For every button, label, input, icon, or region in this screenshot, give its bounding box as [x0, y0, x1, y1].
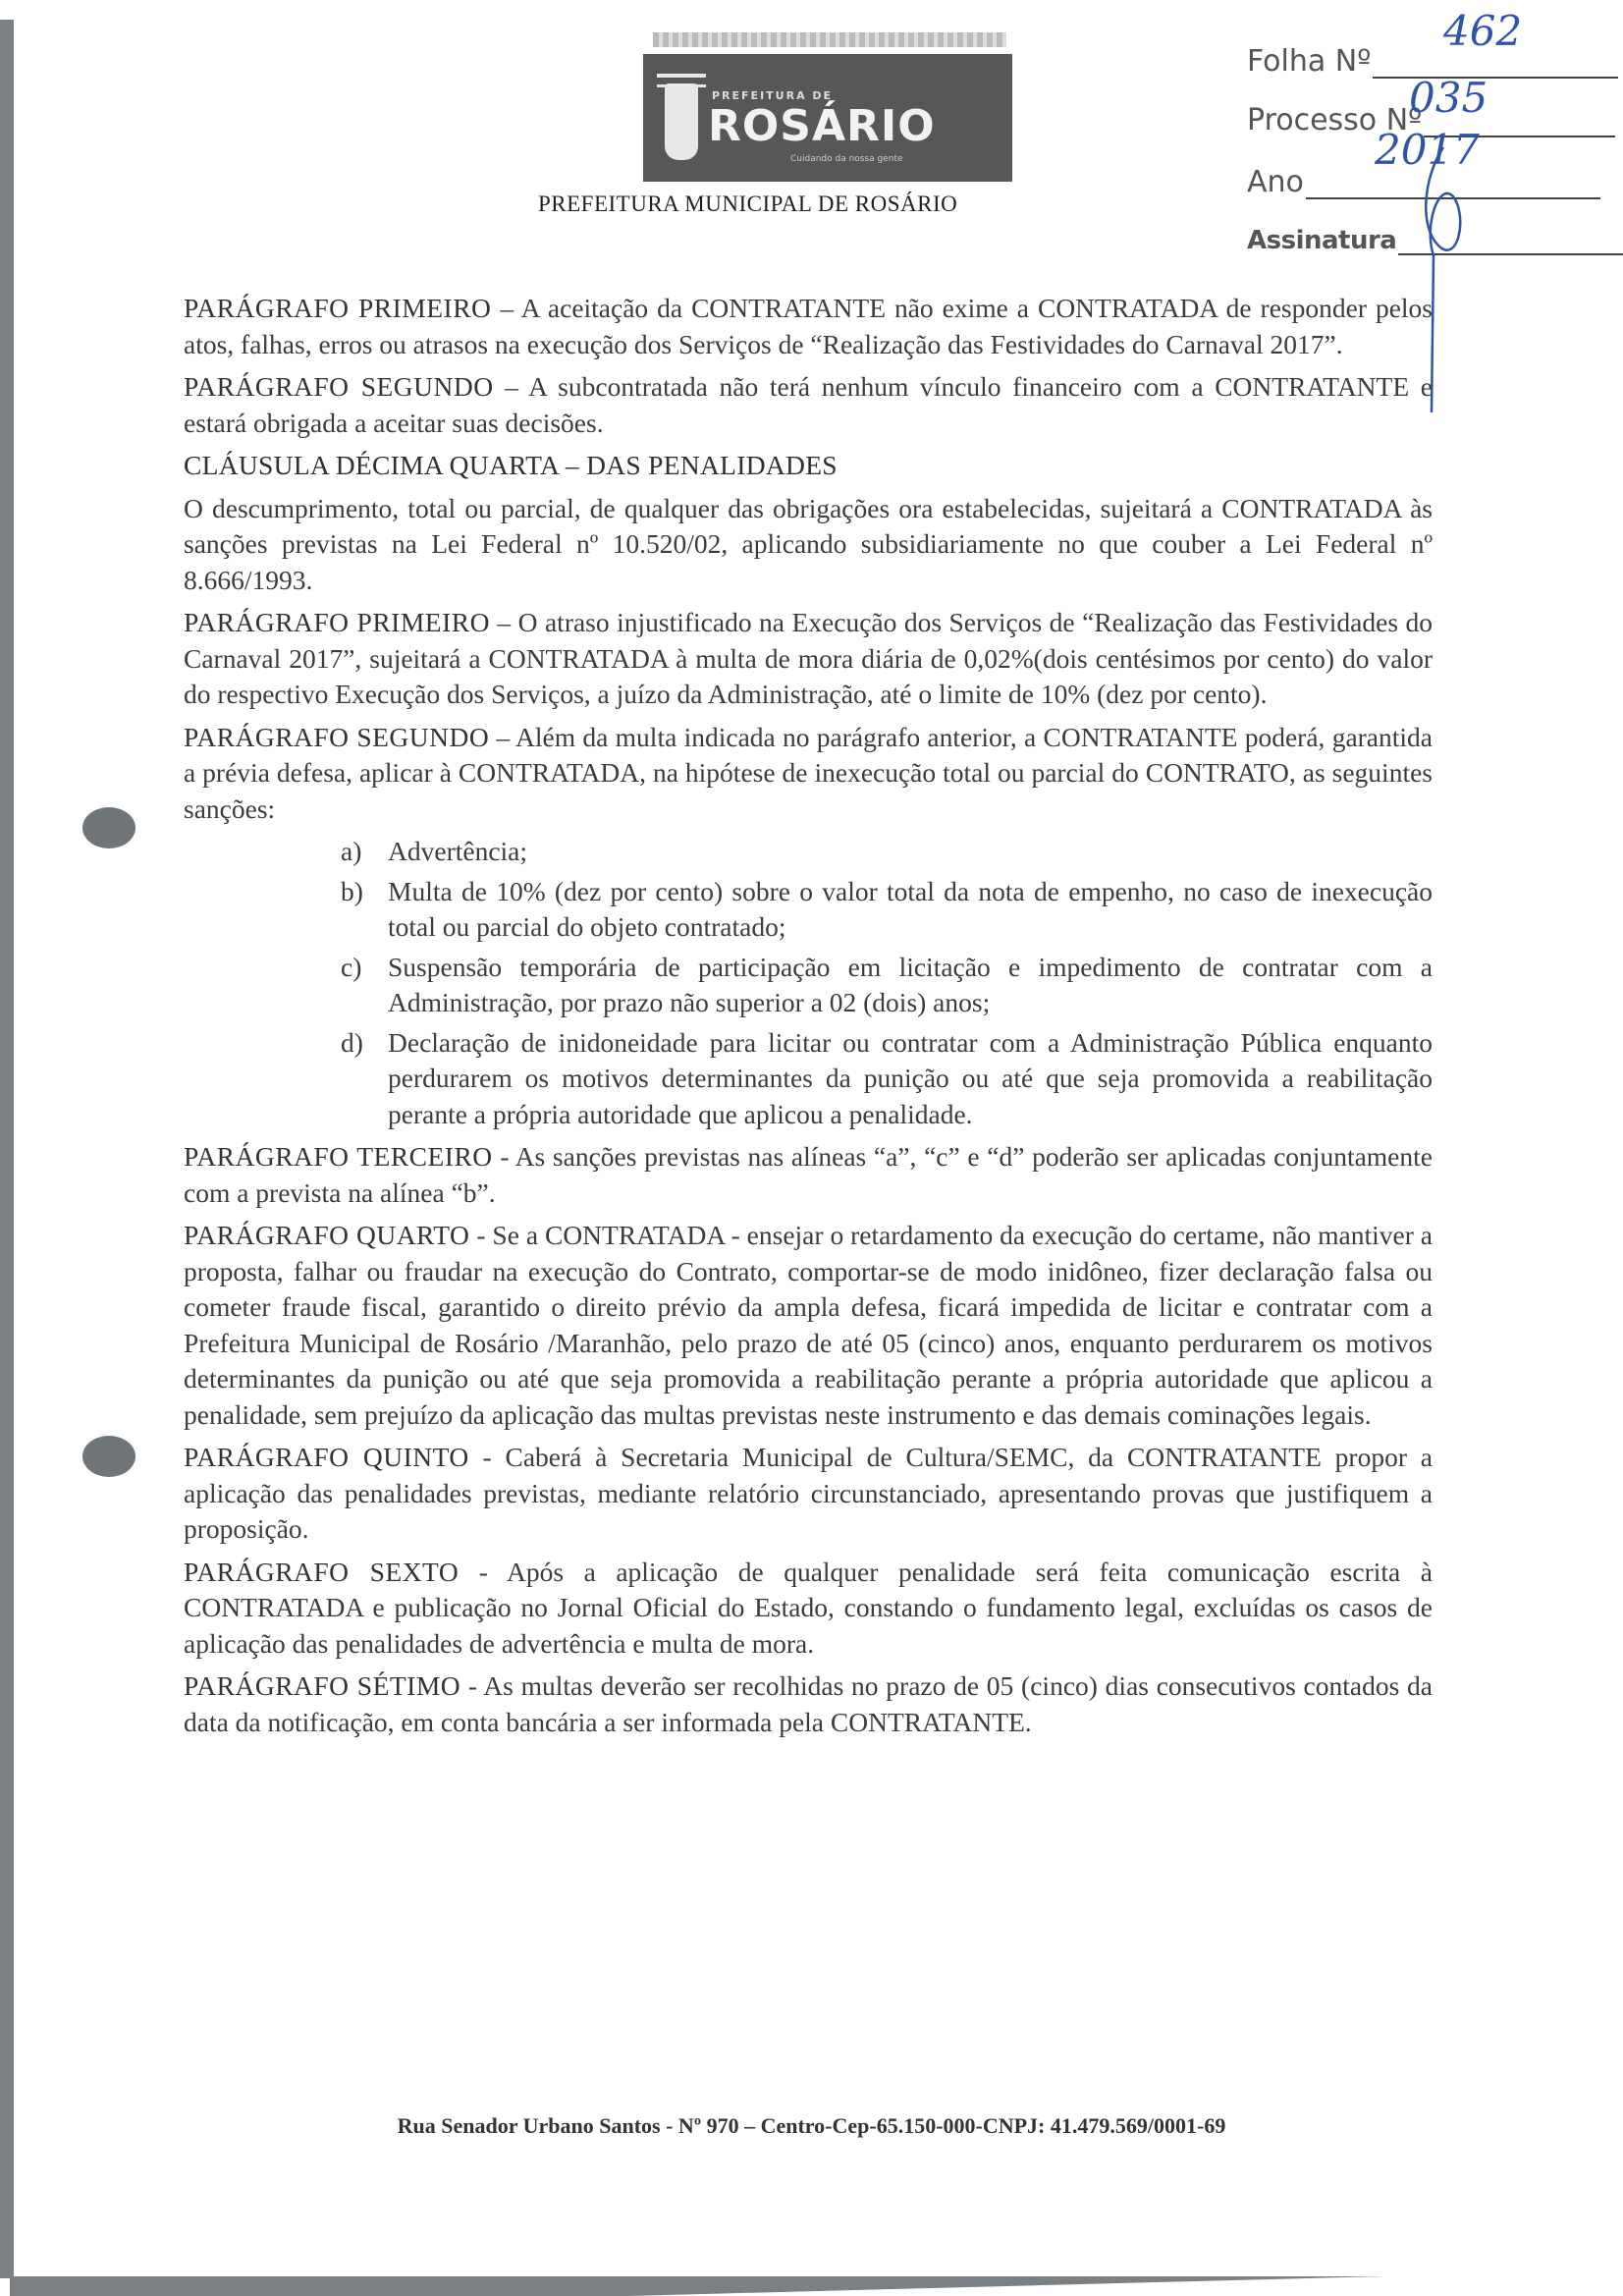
paragraph-lead: PARÁGRAFO TERCEIRO — [184, 1141, 493, 1172]
sanction-text: Suspensão temporária de participação em licitação e impedimento de contratar com a Administração, por prazo não superior a 02 (dois) anos; — [388, 951, 1433, 1017]
punch-hole — [82, 1436, 135, 1477]
paragraph — [184, 369, 1433, 441]
paragraph-lead: PARÁGRAFO QUINTO — [184, 1442, 469, 1472]
paragraph — [184, 1440, 1433, 1548]
sanction-item — [341, 1025, 1433, 1133]
paragraph-text: – A subcontratada não terá nenhum vínculo financeiro com a CONTRATANTE e estará obrigada a aceitar suas decisões. — [184, 371, 1434, 438]
sanction-text: Declaração de inidoneidade para licitar ou contratar com a Administração Pública enquanto perdurarem os motivos determinantes da punição ou até que seja promovida a reabilitação perante a própria autoridade que aplicou a penalidade. — [388, 1026, 1433, 1129]
coat-of-arms-shield-icon — [665, 83, 698, 160]
document-body — [184, 291, 1433, 1747]
scan-edge-bottom — [10, 2276, 1384, 2296]
stamp-folha-value: 462 — [1443, 7, 1523, 55]
stamp-ano-label: Ano — [1247, 165, 1304, 199]
paragraph-lead: PARÁGRAFO SEXTO — [184, 1556, 460, 1587]
paragraph-lead: PARÁGRAFO QUARTO — [184, 1220, 470, 1250]
paragraph-lead: PARÁGRAFO PRIMEIRO — [184, 607, 490, 637]
footer-address: Rua Senador Urbano Santos - Nº 970 – Centro-Cep-65.150-000-CNPJ: 41.479.569/0001-69 — [397, 2113, 1226, 2138]
municipality-logo — [643, 54, 1012, 182]
paragraph — [184, 1139, 1433, 1211]
sanction-marker: c) — [341, 951, 362, 982]
paragraph-text: - Se a CONTRATADA - ensejar o retardamento da execução do certame, não mantiver a proposta, falhar ou fraudar na execução do Contrato, comportar-se de modo inidôneo, fizer declaração falsa ou cometer fraude fiscal, garantido o direito prévio da ampla defesa, ficará impedida de licitar e contratar com a Prefeitura Municipal de Rosário /Maranhão, pelo prazo de até 05 (cinco) anos, enquanto perdurarem os motivos determinantes da punição ou até que seja promovida a reabilitação perante a própria autoridade que aplicou a penalidade, sem prejuízo da aplicação das multas previstas neste instrumento e das demais cominações legais. — [184, 1220, 1433, 1430]
clause-intro: O descumprimento, total ou parcial, de qualquer das obrigações ora estabelecidas, sujeitará a CONTRATADA às sanções previstas na Lei Federal nº 10.520/02, aplicando subsidiariamente no que couber a Lei Federal nº 8.666/1993. — [184, 492, 1433, 595]
sanction-marker: a) — [341, 836, 362, 866]
paragraph — [184, 720, 1433, 828]
stamp-folha-label: Folha Nº — [1247, 44, 1372, 79]
sanction-marker: b) — [341, 875, 363, 906]
logo-tagline: Cuidando da nossa gente — [790, 154, 903, 164]
logo-prefix: PREFEITURA DE — [712, 89, 834, 102]
stamp-processo-label: Processo Nº — [1247, 103, 1423, 137]
sanction-text: Advertência; — [388, 836, 528, 866]
paragraph-text: – Além da multa indicada no parágrafo anterior, a CONTRATANTE poderá, garantida a prévia defesa, aplicar à CONTRATADA, na hipótese de inexecução total ou parcial do CONTRATO, as seguintes sanções: — [184, 721, 1433, 824]
logo-decorative-strip — [653, 32, 1006, 47]
paragraph-text: – O atraso injustificado na Execução dos Serviços de “Realização das Festividades do Carnaval 2017”, sujeitará a CONTRATADA à multa de mora diária de 0,02%(dois centésimos por cento) do valor do respectivo Execução dos Serviços, a juízo da Administração, até o limite de 10% (dez por cento). — [184, 607, 1433, 709]
paragraph-text: - Após a aplicação de qualquer penalidade será feita comunicação escrita à CONTRATADA e publicação no Jornal Oficial do Estado, constando o fundamento legal, excluídas os casos de aplicação das penalidades de advertência e multa de mora. — [184, 1556, 1433, 1659]
paragraph-text: - Caberá à Secretaria Municipal de Cultura/SEMC, da CONTRATANTE propor a aplicação das penalidades previstas, mediante relatório circunstanciado, apresentando provas que justifiquem a proposição. — [184, 1442, 1433, 1544]
paragraph-text: - As sanções previstas nas alíneas “a”, “c” e “d” poderão ser aplicadas conjuntamente com a prevista na alínea “b”. — [184, 1141, 1433, 1208]
paragraph-lead: PARÁGRAFO PRIMEIRO — [184, 293, 492, 323]
sanctions-list — [184, 834, 1433, 1132]
paragraph-lead: PARÁGRAFO SEGUNDO — [184, 371, 494, 402]
paragraph-text: – A aceitação da CONTRATANTE não exime a CONTRATADA de responder pelos atos, falhas, erros ou atrasos na execução dos Serviços de “Realização das Festividades do Carnaval 2017”. — [184, 293, 1433, 359]
sanction-item — [341, 834, 1433, 870]
sanction-text: Multa de 10% (dez por cento) sobre o valor total da nota de empenho, no caso de inexecução total ou parcial do objeto contratado; — [388, 875, 1433, 942]
stamp-assinatura-label: Assinatura — [1247, 226, 1397, 255]
paragraph-lead: PARÁGRAFO SEGUNDO — [184, 721, 490, 752]
paragraph — [184, 1218, 1433, 1433]
stamp-ano-value: 2017 — [1375, 126, 1480, 174]
sanction-item — [341, 950, 1433, 1021]
punch-hole — [82, 807, 135, 848]
sanction-item — [341, 874, 1433, 946]
paragraph-text: - As multas deverão ser recolhidas no prazo de 05 (cinco) dias consecutivos contados da data da notificação, em conta bancária a ser informada pela CONTRATANTE. — [184, 1670, 1433, 1737]
paragraph — [184, 1555, 1433, 1663]
header-title: PREFEITURA MUNICIPAL DE ROSÁRIO — [538, 191, 958, 216]
paragraph — [184, 1668, 1433, 1740]
stamp-processo-value: 035 — [1409, 74, 1488, 122]
scan-edge-left — [0, 20, 14, 2278]
paragraph-lead: PARÁGRAFO SÉTIMO — [184, 1670, 461, 1701]
paragraph — [184, 605, 1433, 713]
paragraph — [184, 291, 1433, 362]
clause-title: CLÁUSULA DÉCIMA QUARTA – DAS PENALIDADES — [184, 450, 838, 480]
sanction-marker: d) — [341, 1026, 363, 1058]
logo-name: ROSÁRIO — [708, 101, 936, 151]
